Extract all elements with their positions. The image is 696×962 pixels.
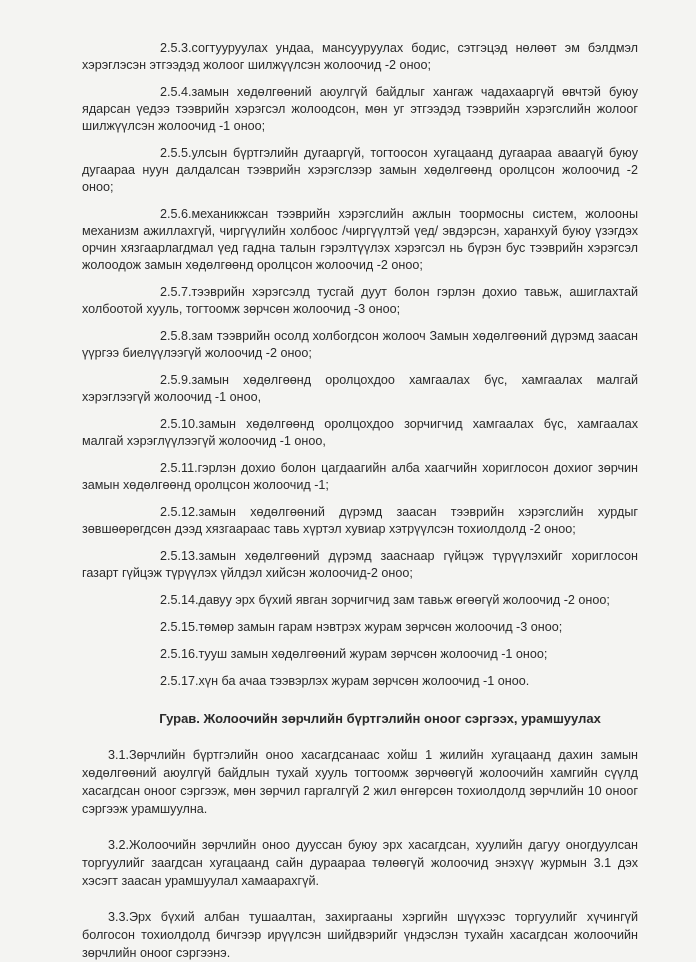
- clause-2-5-13: 2.5.13.замын хөдөлгөөний дүрэмд зааснаар гүйцэж түрүүлэхийг хориглосон газарт гүйцэж түрүүлэх үйлдэл хийсэн жолоочид-2 оноо;: [82, 549, 638, 580]
- clause-3-1: 3.1.Зөрчлийн бүртгэлийн оноо хасагдсанаас хойш 1 жилийн хугацаанд дахин замын хөдөлгөөний аюулгүй байдлын тухай хууль тогтоомж зөрчөөгүй жолоочийн хамгийн сүүлд хасагдсан оноог сэргээж, мөн зөрчил гаргалгүй 2 жил өнгөрсөн тохиолдолд зөрчлийн 10 оноог сэргээж урамшуулна.: [82, 748, 638, 816]
- clause-2-5-17: 2.5.17.хүн ба ачаа тээвэрлэх журам зөрчсөн жолоочид -1 оноо.: [160, 674, 530, 688]
- clause-2-5-12: 2.5.12.замын хөдөлгөөний дүрэмд заасан тээврийн хэрэгслийн хурдыг зөвшөөрөгдсөн дээд хязгаараас тавь хүртэл хувиар хэтрүүлсэн тохиолдолд -2 оноо;: [82, 505, 638, 536]
- clause-2-5-5: 2.5.5.улсын бүртгэлийн дугааргүй, тогтоосон хугацаанд дугаараа аваагүй буюу дугаараа нуун далдалсан тээврийн хэрэгслээр замын хөдөлгөөнд оролцсон жолоочид -2 оноо;: [82, 146, 638, 194]
- clause-3-2: 3.2.Жолоочийн зөрчлийн оноо дууссан буюу эрх хасагдсан, хуулийн дагуу оногдуулсан торгуулийг заагдсан хугацаанд сайн дураараа төлөөгүй жолоочид энэхүү журмын 3.1 дэх хэсэгт заасан урамшуулал хамаарахгүй.: [82, 838, 638, 888]
- clause-2-5-16: 2.5.16.тууш замын хөдөлгөөний журам зөрчсөн жолоочид -1 оноо;: [160, 647, 548, 661]
- clause-2-5-4: 2.5.4.замын хөдөлгөөний аюулгүй байдлыг хангаж чадахааргүй өвчтэй буюу ядарсан үедээ тээврийн хэрэгсэл жолоодсон, мөн уг этгээдэд тээврийн хэрэгслийн жолоог шилжүүлсэн жолоочид -1 оноо;: [82, 85, 638, 133]
- clause-2-5-15: 2.5.15.төмөр замын гарам нэвтрэх журам зөрчсөн жолоочид -3 оноо;: [160, 620, 563, 634]
- clause-2-5-9: 2.5.9.замын хөдөлгөөнд оролцохдоо хамгаалах бүс, хамгаалах малгай хэрэглээгүй жолоочид -1 оноо,: [82, 373, 638, 404]
- clause-2-5-10: 2.5.10.замын хөдөлгөөнд оролцохдоо зорчигчид хамгаалах бүс, хамгаалах малгай хэрэглүүлээгүй жолоочид -1 оноо,: [82, 417, 638, 448]
- clause-3-3: 3.3.Эрх бүхий албан тушаалтан, захиргааны хэргийн шүүхээс торгуулийг хүчингүй болгосон тохиолдолд бичгээр ирүүлсэн шийдвэрийг үндэслэн тухайн хасагдсан жолоочийн зөрчлийн оноог сэргээнэ.: [82, 910, 638, 960]
- section-2-5-list: [82, 40, 638, 690]
- clause-2-5-6: 2.5.6.механикжсан тээврийн хэрэгслийн ажлын тоормосны систем, жолооны механизм ажиллахгүй, чиргүүлийн холбоос /чиргүүлтэй үед/ эвдэрсэн, харанхуй буюу үзэгдэх орчин хязгаарлагдмал үед гадна талын гэрэлтүүлэх хэрэгсэл нь бүрэн бус тээврийн хэрэгсэл жолоодож замын хөдөлгөөнд оролцсон жолоочид -2 оноо;: [82, 207, 638, 272]
- clause-2-5-8: 2.5.8.зам тээврийн осолд холбогдсон жолооч Замын хөдөлгөөний дүрэмд заасан үүргээ биелүүлээгүй жолоочид -2 оноо;: [82, 329, 638, 360]
- clause-2-5-14: 2.5.14.давуу эрх бүхий явган зорчигчид зам тавьж өгөөгүй жолоочид -2 оноо;: [160, 593, 610, 607]
- clause-2-5-11: 2.5.11.гэрлэн дохио болон цагдаагийн алба хаагчийн хориглосон дохиог зөрчин замын хөдөлгөөнд оролцсон жолоочид -1;: [82, 461, 638, 492]
- clause-2-5-3: 2.5.3.согтууруулах ундаа, мансууруулах бодис, сэтгэцэд нөлөөт эм бэлдмэл хэрэглэсэн этгээдэд жолоог шилжүүлсэн жолоочид -2 оноо;: [82, 41, 638, 72]
- section-3-heading: Гурав. Жолоочийн зөрчлийн бүртгэлийн оноог сэргээх, урамшуулах: [159, 711, 601, 726]
- clause-2-5-7: 2.5.7.тээврийн хэрэгсэлд тусгай дуут болон гэрлэн дохио тавьж, ашиглахтай холбоотой хууль, тогтоомж зөрчсөн жолоочид -3 оноо;: [82, 285, 638, 316]
- section-3-body: [82, 746, 638, 962]
